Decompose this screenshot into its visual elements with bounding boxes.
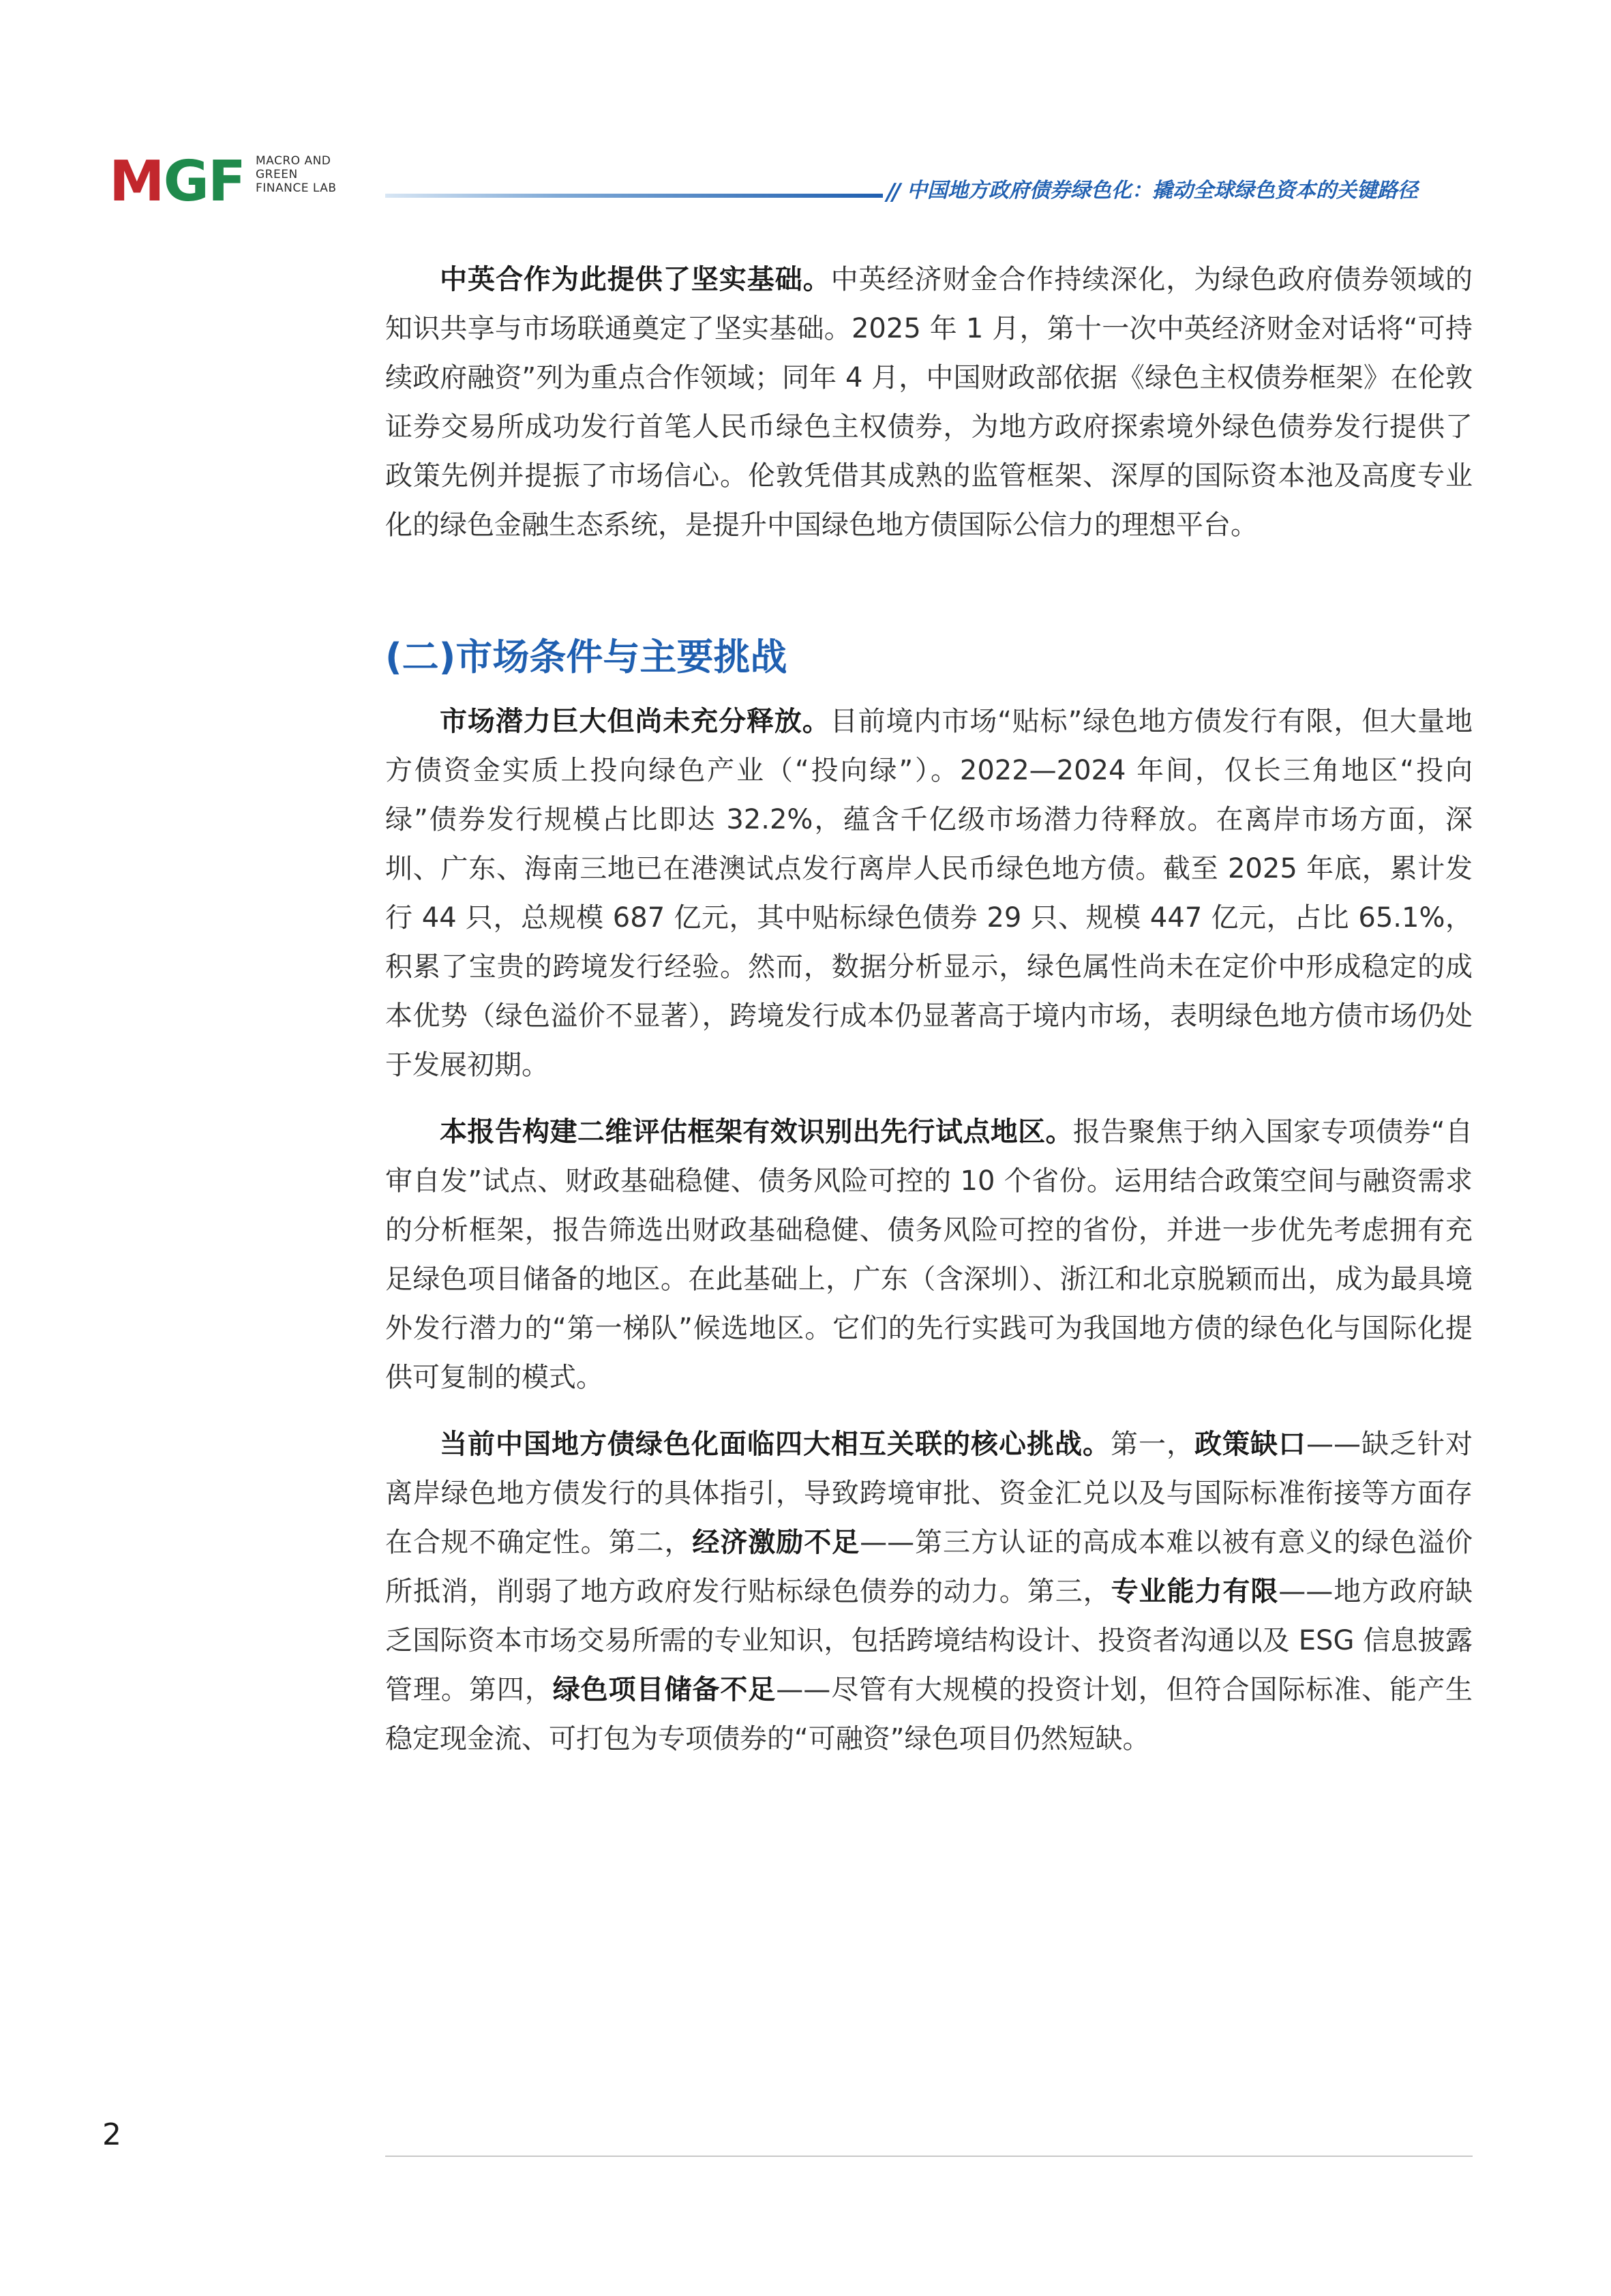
challenge-project-pipeline: 绿色项目储备不足 [552, 1674, 777, 1705]
spacer [385, 1402, 1473, 1420]
challenge-economic-incentive: 经济激励不足 [692, 1527, 860, 1558]
main-content [385, 255, 1473, 1763]
paragraph-lead: 本报告构建二维评估框架有效识别出先行试点地区。 [440, 1116, 1073, 1148]
mgf-logo [109, 149, 382, 214]
header-slash-mark: // [886, 179, 898, 206]
paragraph-text: ——尽管有大规模的投资计划，但符合国际标准、能产生稳定现金流、可打包为专项债券的“可融资”绿色项目仍然短缺。 [385, 1674, 1473, 1755]
paragraph-text: ——第三方认证的高成本难以被有意义的绿色溢价所抵消，削弱了地方政府发行贴标绿色债券的动力。第三， [385, 1527, 1473, 1607]
challenge-capacity: 专业能力有限 [1111, 1576, 1279, 1607]
paragraph-lead: 当前中国地方债绿色化面临四大相互关联的核心挑战。 [440, 1429, 1111, 1460]
challenge-policy-gap: 政策缺口 [1194, 1429, 1306, 1460]
spacer [385, 550, 1473, 630]
header-gradient-rule [385, 194, 883, 198]
paragraph-core-challenges [385, 1420, 1473, 1763]
paragraph-text: ——地方政府缺乏国际资本市场交易所需的专业知识，包括跨境结构设计、投资者沟通以及 ESG 信息披露管理。第四， [385, 1576, 1473, 1705]
paragraph-text: 报告聚焦于纳入国家专项债券“自审自发”试点、财政基础稳健、债务风险可控的 10 个省份。运用结合政策空间与融资需求的分析框架，报告筛选出财政基础稳健、债务风险可控的省份，并进一步优先考虑拥有充足绿色项目储备的地区。在此基础上，广东（含深圳）、浙江和北京脱颖而出，成为最具境外发行潜力的“第一梯队”候选地区。它们的先行实践可为我国地方债的绿色化与国际化提供可复制的模式。 [385, 1116, 1473, 1393]
footer-rule [385, 2156, 1473, 2157]
logo-line-3: FINANCE LAB [256, 181, 337, 195]
paragraph-market-potential [385, 697, 1473, 1090]
paragraph-uk-cooperation [385, 255, 1473, 550]
page-header [0, 0, 1611, 218]
logo-wordmark [256, 154, 337, 195]
logo-mark [109, 149, 245, 214]
spacer [385, 1090, 1473, 1107]
paragraph-lead: 市场潜力巨大但尚未充分释放。 [440, 706, 830, 737]
paragraph-text: 目前境内市场“贴标”绿色地方债发行有限，但大量地方债资金实质上投向绿色产业（“投向绿”）。2022—2024 年间，仅长三角地区“投向绿”债券发行规模占比即达 32.2%，蕴含千亿级市场潜力待释放。在离岸市场方面，深圳、广东、海南三地已在港澳试点发行离岸人民币绿色地方债。截至 2025 年底，累计发行 44 只，总规模 687 亿元，其中贴标绿色债券 29 只、规模 447 亿元，占比 65.1%，积累了宝贵的跨境发行经验。然而，数据分析显示，绿色属性尚未在定价中形成稳定的成本优势（绿色溢价不显著），跨境发行成本仍显著高于境内市场，表明绿色地方债市场仍处于发展初期。 [385, 706, 1473, 1081]
paragraph-text: 第一， [1111, 1429, 1194, 1460]
paragraph-lead: 中英合作为此提供了坚实基础。 [440, 264, 831, 295]
logo-letter-m: M [109, 149, 164, 214]
section-heading: (二)市场条件与主要挑战 [385, 636, 787, 679]
paragraph-text: ——缺乏针对离岸绿色地方债发行的具体指引，导致跨境审批、资金汇兑以及与国际标准衔接等方面存在合规不确定性。第二， [385, 1429, 1473, 1558]
logo-letters-gf: GF [163, 149, 245, 214]
running-header-title: 中国地方政府债券绿色化：撬动全球绿色资本的关键路径 [907, 179, 1418, 203]
logo-line-1: MACRO AND [256, 154, 331, 168]
logo-line-2: GREEN [256, 168, 298, 181]
paragraph-evaluation-framework [385, 1107, 1473, 1402]
page-number: 2 [102, 2117, 121, 2152]
paragraph-text: 中英经济财金合作持续深化，为绿色政府债券领域的知识共享与市场联通奠定了坚实基础。2025 年 1 月，第十一次中英经济财金对话将“可持续政府融资”列为重点合作领域；同年 4 月，中国财政部依据《绿色主权债券框架》在伦敦证券交易所成功发行首笔人民币绿色主权债券，为地方政府探索境外绿色债券发行提供了政策先例并提振了市场信心。伦敦凭借其成熟的监管框架、深厚的国际资本池及高度专业化的绿色金融生态系统，是提升中国绿色地方债国际公信力的理想平台。 [385, 264, 1473, 541]
